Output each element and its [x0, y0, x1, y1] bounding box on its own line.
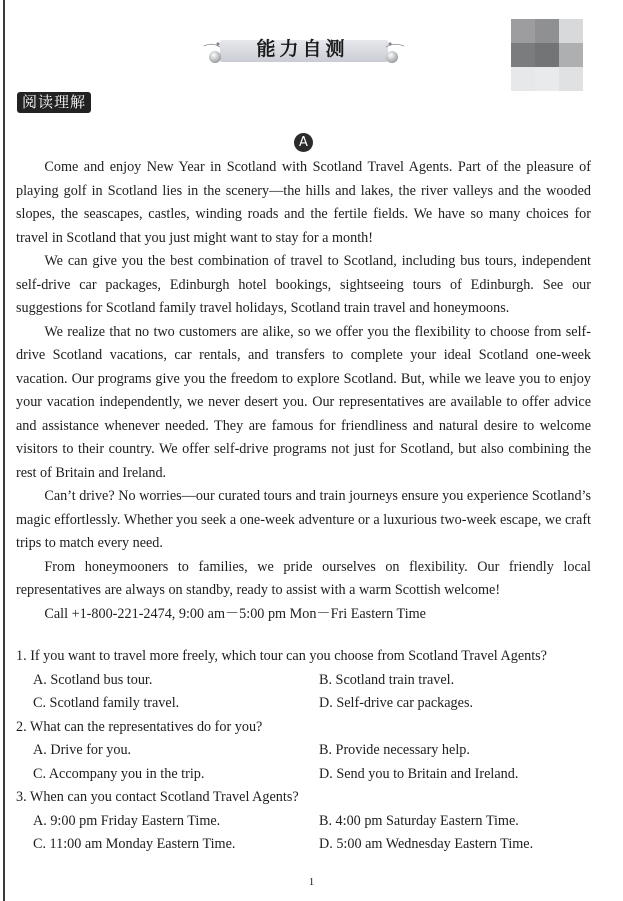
- ball-ornament-icon: [380, 38, 406, 64]
- page-left-border: [3, 0, 5, 901]
- page-title: 能力自测: [256, 38, 349, 60]
- pixel-cell: [535, 43, 559, 67]
- section-tag: 阅读理解: [17, 92, 91, 113]
- question-stem: 3. When can you contact Scotland Travel Agents?: [16, 789, 299, 805]
- pixel-cell: [535, 67, 559, 91]
- option-c[interactable]: C. Accompany you in the trip.: [33, 765, 205, 782]
- question-1: [16, 645, 591, 716]
- contact-line: Call +1-800-221-2474, 9:00 am－5:00 pm Mon－Fri Eastern Time: [44, 605, 426, 622]
- blurred-image-block: [511, 19, 583, 91]
- option-d[interactable]: D. Send you to Britain and Ireland.: [319, 765, 519, 782]
- option-d[interactable]: D. 5:00 am Wednesday Eastern Time.: [319, 836, 534, 852]
- option-a[interactable]: A. Drive for you.: [33, 742, 132, 758]
- option-c[interactable]: C. Scotland family travel.: [33, 695, 180, 711]
- question-stem: 1. If you want to travel more freely, which tour can you choose from Scotland Travel Agents?: [16, 648, 547, 664]
- title-banner: [200, 30, 405, 66]
- question-stem: 2. What can the representatives do for you?: [16, 718, 263, 735]
- passage-paragraph: Come and enjoy New Year in Scotland with Scotland Travel Agents. Part of the pleasure of playing golf in Scotland lies in the scenery—the hills and lakes, the river valleys and the wooded slopes, the seascapes, castles, winding roads and the fertile fields. We have so many choices for travel in Scotland that you just might want to stay for a month!: [16, 159, 591, 246]
- reading-passage: [16, 156, 591, 626]
- pixel-cell: [511, 67, 535, 91]
- pixel-cell: [511, 19, 535, 43]
- passage-paragraph: We can give you the best combination of travel to Scotland, including bus tours, independent self-drive car packages, Edinburgh hotel bookings, sightseeing tours of Edinburgh. See our suggestions for Scotland family travel holidays, Scotland train travel and honeymoons.: [16, 253, 591, 316]
- option-c[interactable]: C. 11:00 am Monday Eastern Time.: [33, 836, 236, 852]
- passage-marker: A: [294, 133, 313, 152]
- passage-paragraph: From honeymooners to families, we pride ourselves on flexibility. Our friendly local representatives are always on standby, ready to assist with a warm Scottish welcome!: [16, 558, 591, 598]
- question-list: [16, 645, 591, 857]
- pixel-cell: [559, 19, 583, 43]
- pixel-cell: [559, 67, 583, 91]
- option-a[interactable]: A. Scotland bus tour.: [33, 671, 153, 688]
- passage-paragraph: Can’t drive? No worries—our curated tours and train journeys ensure you experience Scotland’s magic effortlessly. Whether you seek a one-week adventure or a luxurious two-week escape, we craft trips to match every need.: [16, 488, 591, 551]
- option-b[interactable]: B. Provide necessary help.: [319, 742, 470, 758]
- page-number: 1: [308, 876, 315, 888]
- option-a[interactable]: A. 9:00 pm Friday Eastern Time.: [33, 812, 221, 829]
- question-3: [16, 786, 591, 857]
- pixel-cell: [535, 19, 559, 43]
- option-b[interactable]: B. 4:00 pm Saturday Eastern Time.: [319, 812, 519, 829]
- question-options: [16, 669, 591, 716]
- question-options: [16, 739, 591, 786]
- pixel-cell: [559, 43, 583, 67]
- pixel-cell: [511, 43, 535, 67]
- question-options: [16, 810, 591, 857]
- option-b[interactable]: B. Scotland train travel.: [319, 671, 455, 688]
- passage-paragraph: We realize that no two customers are alike, so we offer you the flexibility to choose from self-drive Scotland vacations, car rentals, and transfers to complete your ideal Scotland one-week vacation. Our programs give you the freedom to explore Scotland. But, while we leave you to enjoy your vacation independently, we never desert you. Our representatives are available to offer advice and assistance whenever needed. They are famous for friendliness and natural desire to welcome visitors to their country. We offer self-drive programs not just for Scotland, but also combining the rest of Britain and Ireland.: [16, 323, 591, 481]
- question-2: [16, 716, 591, 787]
- option-d[interactable]: D. Self-drive car packages.: [319, 695, 474, 711]
